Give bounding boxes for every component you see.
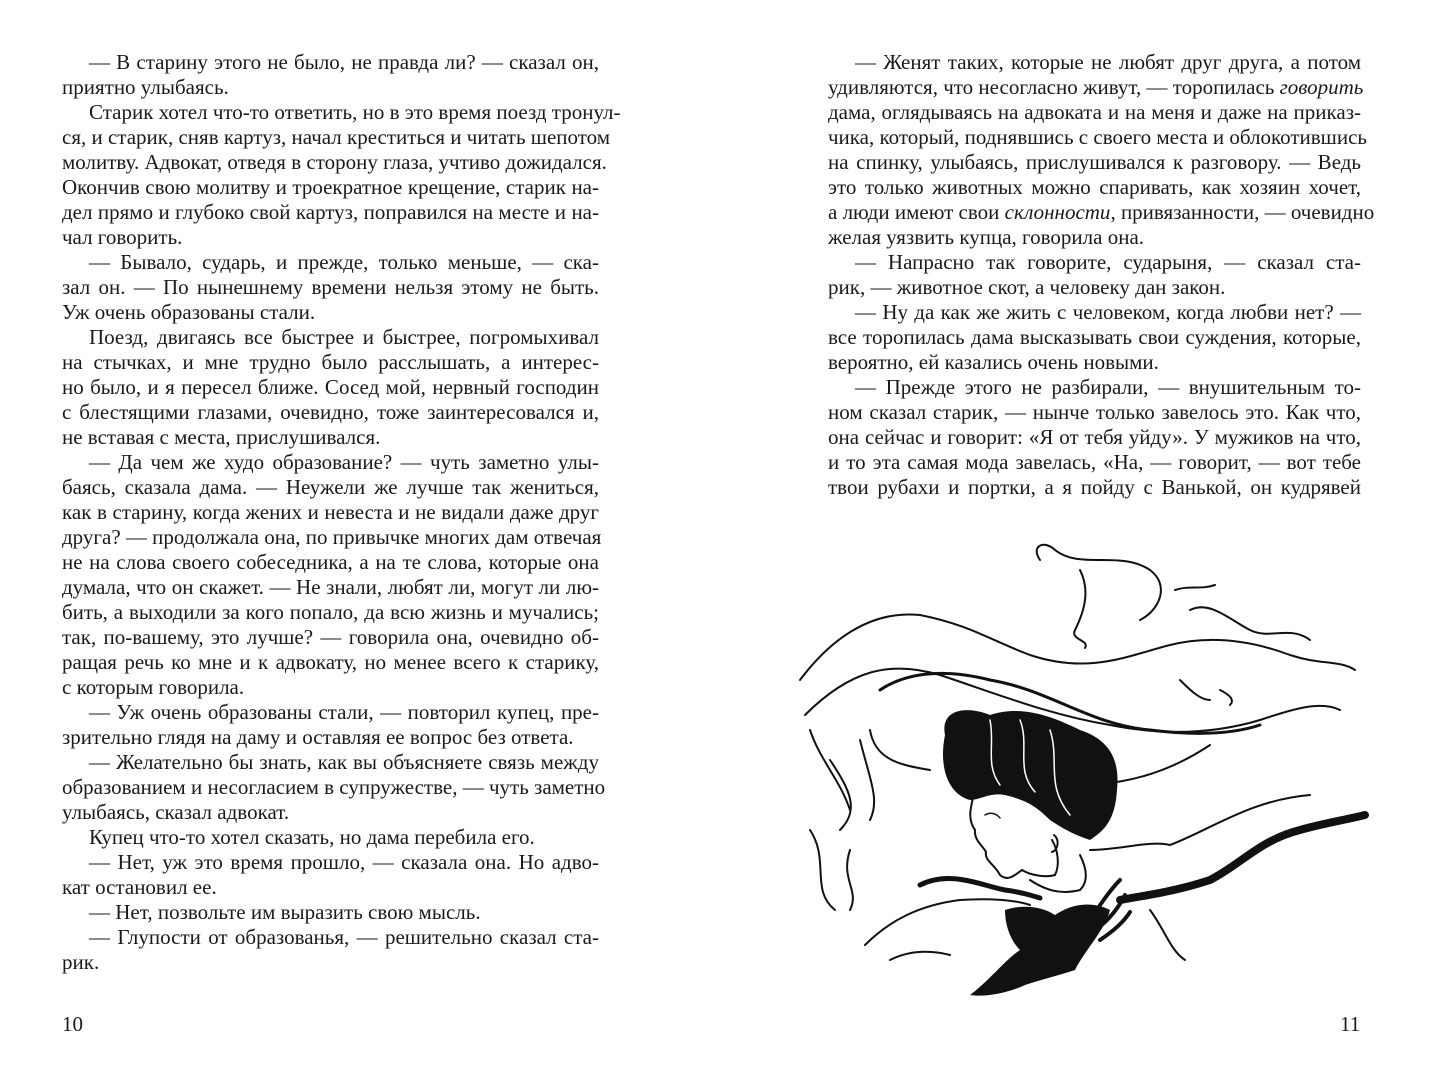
text-line — [828, 150, 1361, 175]
woman-in-hat-illustration — [790, 530, 1370, 1000]
text-line — [828, 125, 1367, 150]
text-segment: так, по-вашему, это лучше? — говорила она, очевидно об- — [62, 625, 599, 649]
text-segment: — В старину этого не было, не правда ли? — сказал он, — [89, 50, 599, 74]
text-segment: это только животных можно спаривать, как хозяин хочет, — [828, 175, 1361, 199]
text-line — [62, 125, 611, 150]
text-line — [62, 150, 607, 175]
text-segment: , привязанности, — очевидно — [1110, 200, 1375, 224]
text-line — [828, 50, 1361, 75]
text-line — [828, 425, 1361, 450]
text-segment: — Желательно бы знать, как вы объясняете связь между — [89, 750, 599, 774]
text-segment: баясь, сказала дама. — Неужели же лучше так жениться, — [62, 475, 599, 499]
text-segment: друга? — продолжала она, по привычке многих дам отвечая — [62, 525, 602, 549]
text-line — [62, 50, 599, 75]
text-line — [62, 275, 599, 300]
text-segment: рик, — животное скот, а человеку дан закон. — [828, 275, 1226, 299]
text-segment: с которым говорила. — [62, 675, 245, 699]
text-segment: чика, который, поднявшись с своего места и облокотившись — [828, 125, 1367, 149]
text-line — [62, 200, 599, 225]
text-line — [62, 550, 599, 575]
text-line — [62, 500, 599, 525]
text-segment: — Женят таких, которые не любят друг друга, а потом — [855, 50, 1361, 74]
text-line — [62, 400, 599, 425]
text-segment: приятно улыбаясь. — [62, 75, 229, 99]
text-segment: кат остановил ее. — [62, 875, 217, 899]
text-line — [828, 100, 1361, 125]
text-line — [62, 575, 599, 600]
text-segment: молитву. Адвокат, отведя в сторону глаза, учтиво дожидался. — [62, 150, 607, 174]
text-segment: ращая речь ко мне и к адвокату, но менее всего к старику, — [62, 650, 599, 674]
left-page-text — [62, 50, 621, 975]
text-segment: она сейчас и говорит: «Я от тебя уйду». У мужиков на что, — [828, 425, 1361, 449]
text-segment: зал он. — По нынешнему времени нельзя этому не быть. — [62, 275, 599, 299]
text-line — [828, 325, 1361, 350]
text-segment: думала, что он скажет. — Не знали, любят ли, могут ли лю- — [62, 575, 599, 599]
text-line — [828, 275, 1361, 300]
text-line — [62, 950, 599, 975]
right-page-text — [828, 50, 1375, 500]
text-segment: все торопилась дама высказывать свои суждения, которые, — [828, 325, 1361, 349]
text-line — [62, 800, 599, 825]
text-segment: рик. — [62, 950, 100, 974]
text-line — [828, 475, 1361, 500]
text-segment: вероятно, ей казались очень новыми. — [828, 350, 1159, 374]
text-segment: чал говорить. — [62, 225, 183, 249]
text-line — [62, 350, 599, 375]
text-segment: но было, и я пересел ближе. Сосед мой, нервный господин — [62, 375, 599, 399]
text-segment: желая уязвить купца, говорила она. — [828, 225, 1145, 249]
text-segment: — Уж очень образованы стали, — повторил купец, пре- — [89, 700, 599, 724]
text-segment: дама, оглядываясь на адвоката и на меня и даже на приказ- — [828, 100, 1361, 124]
text-line — [62, 725, 599, 750]
text-segment: зрительно глядя на даму и оставляя ее вопрос без ответа. — [62, 725, 574, 749]
text-line — [62, 750, 599, 775]
text-line — [62, 925, 599, 950]
italic-text: говорить — [1279, 75, 1364, 99]
text-segment: — Нет, уж это время прошло, — сказала она. Но адво- — [89, 850, 599, 874]
text-segment: — Прежде этого не разбирали, — внушительным то- — [855, 375, 1361, 399]
text-segment: ся, и старик, сняв картуз, начал креститься и читать шепотом — [62, 125, 611, 149]
text-segment: — Нет, позвольте им выразить свою мысль. — [89, 900, 481, 924]
text-segment: с блестящими глазами, очевидно, тоже заинтересовался и, — [62, 400, 599, 424]
text-line — [62, 775, 606, 800]
text-segment: и то эта самая мода завелась, «На, — говорит, — вот тебе — [828, 450, 1361, 474]
text-segment: — Напрасно так говорите, сударыня, — сказал ста- — [855, 250, 1361, 274]
text-line — [62, 375, 599, 400]
text-line — [62, 300, 599, 325]
text-line — [828, 250, 1361, 275]
text-segment: — Ну да как же жить с человеком, когда любви нет? — — [855, 300, 1361, 324]
text-segment: твои рубахи и портки, а я пойду с Ванькой, он кудрявей — [828, 475, 1361, 499]
text-line — [828, 450, 1361, 475]
text-line — [62, 425, 599, 450]
text-line — [62, 600, 599, 625]
text-segment: на стычках, и мне трудно было расслышать, а интерес- — [62, 350, 599, 374]
text-segment: Старик хотел что-то ответить, но в это время поезд тронул- — [89, 100, 621, 124]
text-line — [62, 525, 602, 550]
text-segment: — Глупости от образованья, — решительно сказал ста- — [89, 925, 599, 949]
text-line — [62, 100, 621, 125]
text-line — [828, 225, 1361, 250]
text-segment: Уж очень образованы стали. — [62, 300, 316, 324]
text-segment: Купец что-то хотел сказать, но дама перебила его. — [89, 825, 535, 849]
text-line — [62, 175, 599, 200]
text-line — [62, 825, 599, 850]
text-line — [828, 200, 1375, 225]
text-line — [62, 625, 599, 650]
text-segment: как в старину, когда жених и невеста и не видали даже друг — [62, 500, 599, 524]
text-line — [62, 325, 599, 350]
text-segment: а люди имеют свои — [828, 200, 1005, 224]
text-segment: ном сказал старик, — нынче только завелось это. Как что, — [828, 400, 1361, 424]
text-line — [62, 225, 599, 250]
text-line — [62, 850, 599, 875]
text-line — [828, 75, 1364, 100]
text-line — [828, 400, 1361, 425]
text-line — [62, 75, 599, 100]
italic-text: склонности — [1004, 200, 1111, 224]
text-segment: дел прямо и глубоко свой картуз, поправился на месте и на- — [62, 200, 599, 224]
text-line — [62, 475, 599, 500]
text-segment: — Да чем же худо образование? — чуть заметно улы- — [89, 450, 599, 474]
page-number-left: 10 — [62, 1012, 83, 1036]
text-line — [828, 375, 1361, 400]
text-line — [62, 250, 599, 275]
text-segment: улыбаясь, сказал адвокат. — [62, 800, 290, 824]
text-line — [62, 700, 599, 725]
page-number-right: 11 — [1340, 1012, 1361, 1036]
text-segment: удивляются, что несогласно живут, — торопилась — [828, 75, 1280, 99]
text-line — [62, 650, 599, 675]
text-line — [828, 175, 1361, 200]
text-segment: на спинку, улыбаясь, прислушивался к разговору. — Ведь — [828, 150, 1361, 174]
text-segment: не вставая с места, прислушивался. — [62, 425, 381, 449]
text-line — [62, 900, 599, 925]
text-segment: — Бывало, сударь, и прежде, только меньше, — ска- — [89, 250, 599, 274]
text-segment: образованием и несогласием в супружестве, — чуть заметно — [62, 775, 606, 799]
text-segment: не на слова своего собеседника, а на те слова, которые она — [62, 550, 599, 574]
text-line — [828, 300, 1361, 325]
text-segment: Поезд, двигаясь все быстрее и быстрее, погромыхивал — [89, 325, 599, 349]
text-segment: Окончив свою молитву и троекратное крещение, старик на- — [62, 175, 599, 199]
text-line — [62, 675, 599, 700]
text-segment: бить, а выходили за кого попало, да всю жизнь и мучались; — [62, 600, 599, 624]
text-line — [828, 350, 1361, 375]
text-line — [62, 875, 599, 900]
text-line — [62, 450, 599, 475]
